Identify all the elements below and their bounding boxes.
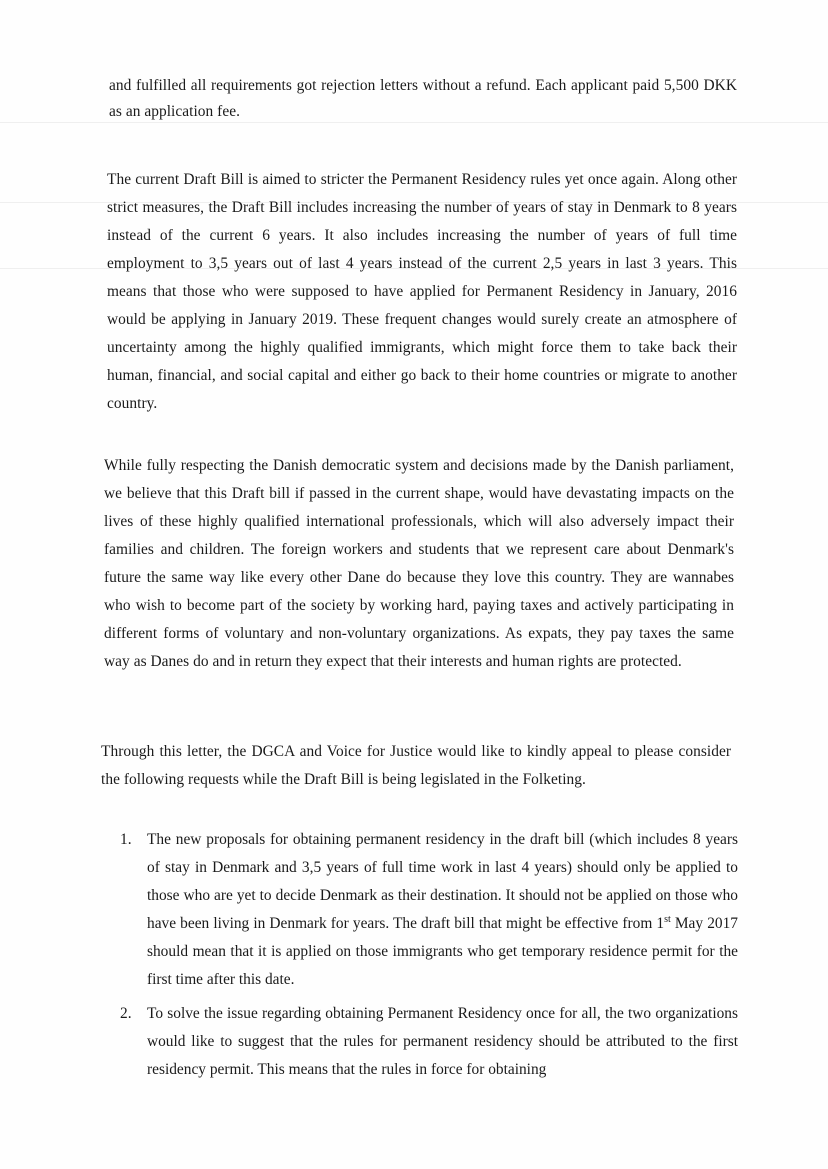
ordinal-superscript: st <box>664 913 671 925</box>
request-text: To solve the issue regarding obtaining Permanent Residency once for all, the two organizations would like to suggest that the rules for permanent residency should be attributed to the first residency permit. This means that the rules in force for obtaining <box>147 1005 738 1078</box>
paragraph-appeal: Through this letter, the DGCA and Voice for Justice would like to kindly appeal to please consider the following requests while the Draft Bill is being legislated in the Folketing. <box>101 743 731 788</box>
list-item <box>120 1000 738 1084</box>
list-number: 2. <box>120 1005 132 1022</box>
request-text: The new proposals for obtaining permanent residency in the draft bill (which includes 8 years of stay in Denmark and 3,5 years of full time work in last 4 years) should only be applied to those who are yet to decide Denmark as their destination. It should not be applied on those who have been living in Denmark for years. The draft bill that might be effective from 1 <box>147 831 738 932</box>
list-number: 1. <box>120 831 132 848</box>
list-item <box>120 826 738 994</box>
requests-list <box>120 826 738 1084</box>
paragraph-democratic-system: While fully respecting the Danish democratic system and decisions made by the Danish parliament, we believe that this Draft bill if passed in the current shape, would have devastating impacts on the lives of these highly qualified international professionals, which will also adversely impact their families and children. The foreign workers and students that we represent care about Denmark's future the same way like every other Dane do because they love this country. They are wannabes who wish to become part of the society by working hard, paying taxes and actively participating in different forms of voluntary and non-voluntary organizations. As expats, they pay taxes the same way as Danes do and in return they expect that their interests and human rights are protected. <box>104 457 734 670</box>
request-text-continued: May 2017 should mean that it is applied on those immigrants who get temporary residence permit for the first time after this date. <box>147 915 738 988</box>
paragraph-application-fee: and fulfilled all requirements got rejection letters without a refund. Each applicant paid 5,500 DKK as an application fee. <box>109 77 737 120</box>
paragraph-draft-bill: The current Draft Bill is aimed to stricter the Permanent Residency rules yet once again. Along other strict measures, the Draft Bill includes increasing the number of years of stay in Denmark to 8 years instead of the current 6 years. It also includes increasing the number of years of full time employment to 3,5 years out of last 4 years instead of the current 2,5 years in last 3 years. This means that those who were supposed to have applied for Permanent Residency in January, 2016 would be applying in January 2019. These frequent changes would surely create an atmosphere of uncertainty among the highly qualified immigrants, which might force them to take back their human, financial, and social capital and either go back to their home countries or migrate to another country. <box>107 171 737 412</box>
